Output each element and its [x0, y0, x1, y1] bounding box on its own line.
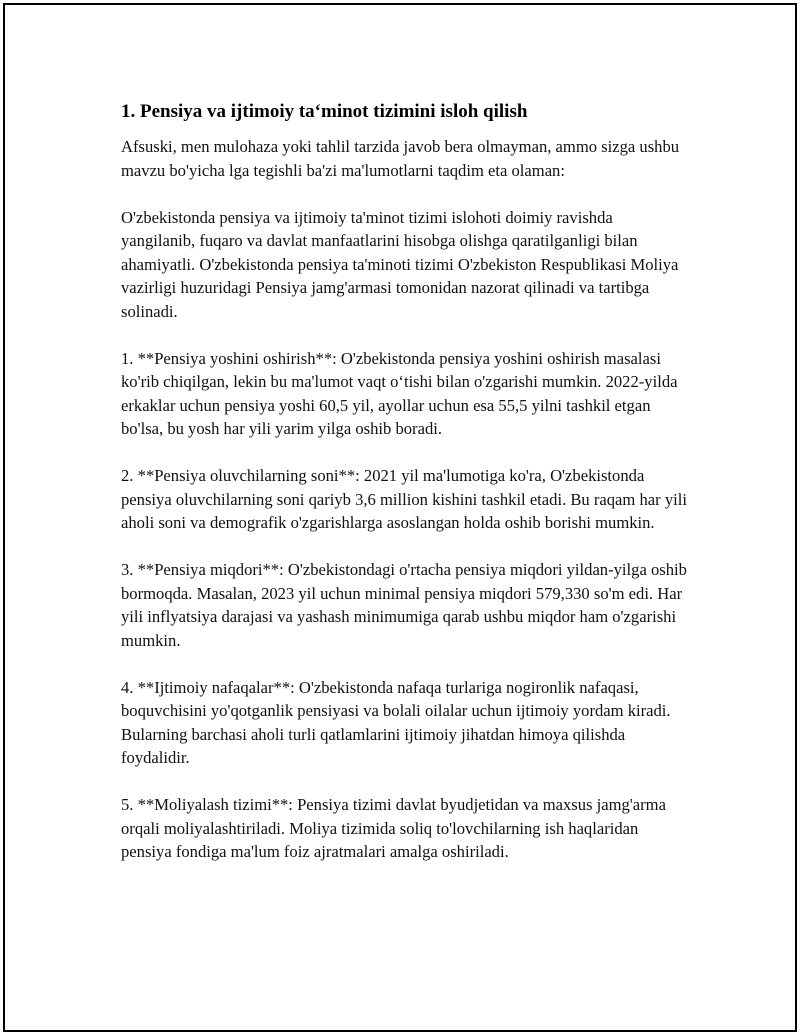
- list-item-pension-recipients: 2. **Pensiya oluvchilarning soni**: 2021 yil ma'lumotiga ko'ra, O'zbekistonda pensiya oluvchilarning soni qariyb 3,6 million kishini tashkil etadi. Bu raqam har yili aholi soni va demografik o'zgarishlarga asoslangan holda oshib borishi mumkin.: [121, 466, 687, 532]
- page-frame: [3, 3, 797, 1032]
- list-item-financing-system: 5. **Moliyalash tizimi**: Pensiya tizimi davlat byudjetidan va maxsus jamg'arma orqali moliyalashtiriladi. Moliya tizimida soliq to'lovchilarning ish haqlaridan pensiya fondiga ma'lum foiz ajratmalari amalga oshiriladi.: [121, 795, 666, 861]
- list-item-pension-amount: 3. **Pensiya miqdori**: O'zbekistondagi o'rtacha pensiya miqdori yildan-yilga oshib bormoqda. Masalan, 2023 yil uchun minimal pensiya miqdori 579,330 so'm edi. Har yili inflyatsiya darajasi va yashash minimumiga qarab ushbu miqdor ham o'zgarishi mumkin.: [121, 560, 687, 650]
- overview-paragraph: O'zbekistonda pensiya va ijtimoiy ta'minot tizimi islohoti doimiy ravishda yangilanib, fuqaro va davlat manfaatlarini hisobga olishga qaratilganligi bilan ahamiyatli. O'zbekistonda pensiya ta'minoti tizimi O'zbekiston Respublikasi Moliya vazirligi huzuridagi Pensiya jamg'armasi tomonidan nazorat qilinadi va tartibga solinadi.: [121, 207, 679, 321]
- list-item-pension-age: 1. **Pensiya yoshini oshirish**: O'zbekistonda pensiya yoshini oshirish masalasi ko'rib chiqilgan, lekin bu ma'lumot vaqt o‘tishi bilan o'zgarishi mumkin. 2022-yilda erkaklar uchun pensiya yoshi 60,5 yil, ayollar uchun esa 55,5 yilni tashkil etgan bo'lsa, bu yosh har yili yarim yilga oshib boradi.: [121, 348, 678, 438]
- intro-paragraph: Afsuski, men mulohaza yoki tahlil tarzida javob bera olmayman, ammo sizga ushbu mavzu bo'yicha lga tegishli ba'zi ma'lumotlarni taqdim eta olaman:: [121, 137, 680, 180]
- document-body: [121, 99, 687, 887]
- document-title: 1. Pensiya va ijtimoiy ta‘minot tizimini isloh qilish: [121, 101, 528, 122]
- list-item-social-benefits: 4. **Ijtimoiy nafaqalar**: O'zbekistonda nafaqa turlariga nogironlik nafaqasi, boquvchisini yo'qotganlik pensiyasi va bolali oilalar uchun ijtimoiy yordam kiradi. Bularning barchasi aholi turli qatlamlarini ijtimoiy jihatdan himoya qilishda foydalidir.: [121, 677, 671, 767]
